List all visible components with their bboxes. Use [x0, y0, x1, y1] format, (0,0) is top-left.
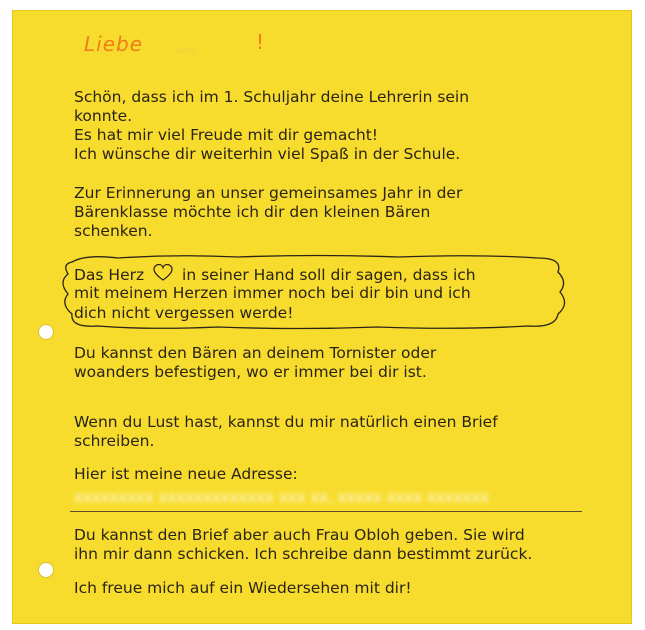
cloud-line-3: dich nicht vergessen werde! — [74, 304, 294, 322]
paragraph-line: Schön, dass ich im 1. Schuljahr deine Lehrerin sein — [74, 88, 470, 106]
paragraph-line: schenken. — [74, 222, 153, 240]
paragraph-line: Ich wünsche dir weiterhin viel Spaß in der Schule. — [74, 145, 461, 163]
heart-icon — [153, 264, 173, 282]
blurred-child-name: .... — [174, 36, 197, 57]
paragraph-line: Du kannst den Bären an deinem Tornister oder — [74, 344, 437, 362]
paragraph-line: Du kannst den Brief aber auch Frau Obloh geben. Sie wird — [74, 526, 525, 544]
salutation-exclamation: ! — [256, 30, 265, 54]
paragraph-line: Zur Erinnerung an unser gemeinsames Jahr in der — [74, 184, 463, 202]
address-underline — [70, 511, 582, 512]
letter-sheet — [12, 10, 632, 624]
closing-line: Ich freue mich auf ein Wiedersehen mit dir! — [74, 579, 412, 597]
cloud-text-end: in seiner Hand soll dir sagen, dass ich — [182, 266, 476, 284]
cloud-text-start: Das Herz — [74, 266, 145, 284]
paragraph-line: woanders befestigen, wo er immer bei dir ist. — [74, 363, 427, 381]
paragraph-line: ihn mir dann schicken. Ich schreibe dann bestimmt zurück. — [74, 545, 533, 563]
handwritten-salutation: Liebe — [84, 32, 144, 56]
paragraph-line: konnte. — [74, 107, 133, 125]
blurred-address: xxxxxxxxx xxxxxxxxxxxxx xxx xx, xxxxx xxxx xxxxxxx — [74, 488, 490, 506]
paragraph-line: Es hat mir viel Freude mit dir gemacht! — [74, 126, 379, 144]
cloud-line-2: mit meinem Herzen immer noch bei dir bin und ich — [74, 284, 471, 302]
paragraph-line: Wenn du Lust hast, kannst du mir natürlich einen Brief — [74, 413, 498, 431]
punch-hole-top — [38, 324, 54, 340]
cloud-line-1 — [74, 264, 476, 285]
paragraph-line: schreiben. — [74, 432, 155, 450]
paragraph-line: Bärenklasse möchte ich dir den kleinen Bären — [74, 203, 431, 221]
punch-hole-bottom — [38, 562, 54, 578]
address-label: Hier ist meine neue Adresse: — [74, 465, 298, 483]
